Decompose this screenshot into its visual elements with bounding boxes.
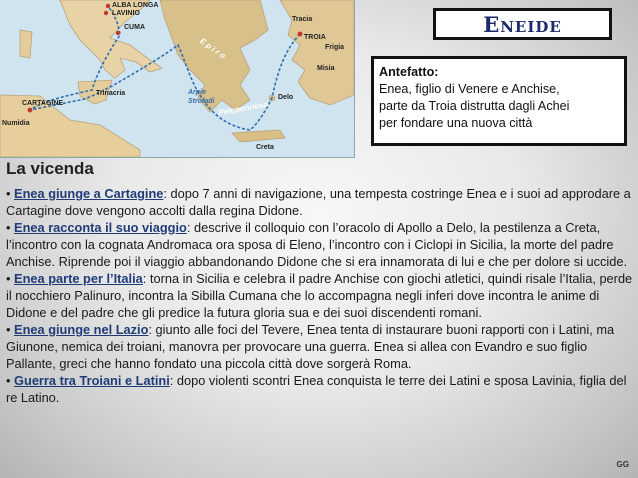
map-label-trinacria: Trinacria — [96, 90, 126, 97]
vicenda-item-heading: Enea giunge nel Lazio — [14, 322, 149, 337]
map-label-creta: Creta — [256, 144, 274, 151]
map-label-epiro: E p i r o — [198, 36, 228, 61]
antefatto-line: parte da Troia distrutta dagli Achei — [379, 99, 570, 113]
vicenda-item: • Enea parte per l’Italia: torna in Sicilia e celebra il padre Anchise con giochi atletici, quindi risale l’Italia, perde il nocchiero Palinuro, incontra la Sibilla Cumana che lo accompagna negli inferi dove incontra le anime di Didone e del padre che gli predice la futura gloria sua e dei suoi discendenti romani. — [6, 271, 633, 320]
vicenda-list — [6, 185, 634, 406]
vicenda-item-text: : dopo violenti scontri Enea conquista le terre dei Latini e sposa Lavinia, figlia del re Latino. — [6, 373, 627, 405]
vicenda-item-text: : dopo 7 anni di navigazione, una tempesta costringe Enea e i suoi ad approdare a Cartagine dove vengono accolti dalla regina Didone. — [6, 186, 631, 218]
vicenda-item-text: : descrive il colloquio con l’oracolo di Apollo a Delo, la pestilenza a Creta, l’incontro con la cognata Andromaca ora sposa di Eleno, l’incontro con i Ciclopi in Sicilia, la morte del padre Anchise. Riprende poi il viaggio abbandonando Didone che si era innamorata di lui e che per dolore si uccide. — [6, 220, 628, 269]
map-drawing — [0, 0, 354, 157]
vicenda-item-heading: Enea racconta il suo viaggio — [14, 220, 187, 235]
map-label-alba-longa: ALBA LONGA — [112, 2, 159, 9]
vicenda-item-heading: Enea giunge a Cartagine — [14, 186, 164, 201]
sardinia-landmass — [20, 30, 32, 58]
alba-longa-dot — [106, 4, 110, 8]
section-title: La vicenda — [6, 159, 94, 178]
footer-initials: GG — [616, 460, 629, 469]
antefatto-box — [371, 56, 627, 146]
map-label-cuma: CUMA — [124, 24, 145, 31]
vicenda-item: • Enea giunge a Cartagine: dopo 7 anni di navigazione, una tempesta costringe Enea e i suoi ad approdare a Cartagine dove vengono accolti dalla regina Didone. — [6, 186, 631, 218]
page-title: Eneide — [483, 11, 562, 37]
troia-dot — [298, 32, 303, 37]
map-label-troia: TROIA — [304, 34, 326, 41]
map-label-misia: Misia — [317, 65, 335, 72]
vicenda-item: • Guerra tra Troiani e Latini: dopo violenti scontri Enea conquista le terre dei Latini e sposa Lavinia, figlia del re Latino. — [6, 373, 627, 405]
vicenda-item-heading: Guerra tra Troiani e Latini — [14, 373, 170, 388]
antefatto-title: Antefatto: — [379, 65, 439, 79]
map-label-numidia: Numidia — [2, 120, 30, 127]
vicenda-item-text: : torna in Sicilia e celebra il padre Anchise con giochi atletici, quindi risale l’Italia, perde il nocchiero Palinuro, incontra la Sibilla Cumana che lo accompagna negli inferi dove incontra le anime di Didone e del padre che gli predice la futura gloria sua e dei suoi discendenti romani. — [6, 271, 633, 320]
vicenda-item-heading: Enea parte per l’Italia — [14, 271, 143, 286]
crete-landmass — [232, 130, 285, 142]
cuma-dot — [116, 31, 120, 35]
antefatto-line: per fondare una nuova città — [379, 116, 533, 130]
vicenda-item-text: : giunto alle foci del Tevere, Enea tenta di instaurare buoni rapporti con i Latini, ma Giunone, nemica dei troiani, manovra per provocare una guerra. Enea si allea con Evandro e suo figlio Pallante, greci che hanno fondato una piccola città dove sorgerà Roma. — [6, 322, 615, 371]
map-label-delo: Delo — [278, 94, 294, 101]
title-box — [433, 8, 612, 40]
map-label-cartagine: CARTAGINE — [22, 100, 64, 107]
map-label-tracia: Tracia — [292, 16, 313, 23]
antefatto-line: Enea, figlio di Venere e Anchise, — [379, 82, 560, 96]
lavinio-dot — [104, 11, 108, 15]
map-label-arpie-strofadi: Arpie Strofadi — [188, 89, 215, 105]
map-label-peloponneso: Peloponneso — [217, 99, 269, 118]
aeneas-route-map — [0, 0, 355, 158]
map-label-frigia: Frigia — [325, 44, 345, 51]
vicenda-item: • Enea racconta il suo viaggio: descrive il colloquio con l’oracolo di Apollo a Delo, la pestilenza a Creta, l’incontro con la cognata Andromaca ora sposa di Eleno, l’incontro con i Ciclopi in Sicilia, la morte del padre Anchise. Riprende poi il viaggio abbandonando Didone che si era innamorata di lui e che per dolore si uccide. — [6, 220, 628, 269]
vicenda-item: • Enea giunge nel Lazio: giunto alle foci del Tevere, Enea tenta di instaurare buoni rapporti con i Latini, ma Giunone, nemica dei troiani, manovra per provocare una guerra. Enea si allea con Evandro e suo figlio Pallante, greci che hanno fondato una piccola città dove sorgerà Roma. — [6, 322, 615, 371]
cartagine-dot — [28, 108, 33, 113]
map-label-lavinio: LAVINIO — [112, 10, 140, 17]
